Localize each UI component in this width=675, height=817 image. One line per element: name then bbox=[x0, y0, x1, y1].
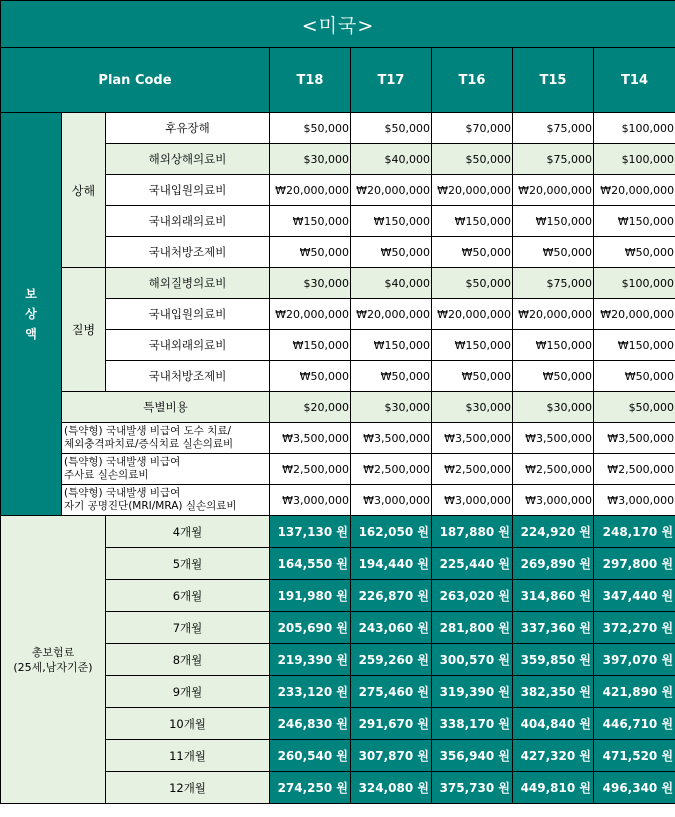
special-rider-label bbox=[62, 423, 270, 454]
premium-value: 243,060 원 bbox=[351, 612, 432, 644]
coverage-value: ₩150,000 bbox=[351, 206, 432, 237]
special-rider-line: 자기 공명진단(MRI/MRA) 실손의료비 bbox=[64, 500, 237, 512]
premium-side-line: (25세,남자기준) bbox=[13, 660, 93, 674]
premium-value: 471,520 원 bbox=[594, 740, 675, 772]
premium-value: 269,890 원 bbox=[513, 548, 594, 580]
premium-value: 137,130 원 bbox=[270, 516, 351, 548]
coverage-value: ₩50,000 bbox=[351, 361, 432, 392]
coverage-value: ₩150,000 bbox=[432, 330, 513, 361]
coverage-side-char: 상 bbox=[25, 307, 37, 321]
premium-value: 307,870 원 bbox=[351, 740, 432, 772]
coverage-value: ₩150,000 bbox=[270, 330, 351, 361]
premium-value: 219,390 원 bbox=[270, 644, 351, 676]
special-rider-line: 체외충격파치료/증식치료 실손의료비 bbox=[64, 438, 234, 450]
coverage-value: ₩2,500,000 bbox=[594, 454, 675, 485]
coverage-value: ₩50,000 bbox=[270, 237, 351, 268]
special-rider-row bbox=[1, 485, 675, 516]
coverage-value: $50,000 bbox=[351, 113, 432, 144]
special-rider-row bbox=[1, 423, 675, 454]
premium-value: 164,550 원 bbox=[270, 548, 351, 580]
coverage-value: ₩50,000 bbox=[513, 237, 594, 268]
coverage-value: ₩150,000 bbox=[513, 206, 594, 237]
coverage-value: ₩3,500,000 bbox=[432, 423, 513, 454]
coverage-item-label: 국내외래의료비 bbox=[106, 330, 270, 361]
coverage-value: ₩3,000,000 bbox=[594, 485, 675, 516]
coverage-value: ₩2,500,000 bbox=[432, 454, 513, 485]
coverage-value: ₩20,000,000 bbox=[513, 175, 594, 206]
premium-value: 226,870 원 bbox=[351, 580, 432, 612]
premium-value: 421,890 원 bbox=[594, 676, 675, 708]
coverage-value: ₩150,000 bbox=[594, 330, 675, 361]
special-rider-line: (특약형) 국내발생 비급여 bbox=[64, 456, 181, 468]
premium-value: 496,340 원 bbox=[594, 772, 675, 804]
coverage-value: ₩3,500,000 bbox=[270, 423, 351, 454]
premium-period-label: 10개월 bbox=[106, 708, 270, 740]
premium-value: 194,440 원 bbox=[351, 548, 432, 580]
premium-value: 404,840 원 bbox=[513, 708, 594, 740]
coverage-row bbox=[1, 113, 675, 144]
coverage-value: ₩50,000 bbox=[513, 361, 594, 392]
premium-value: 347,440 원 bbox=[594, 580, 675, 612]
premium-value: 246,830 원 bbox=[270, 708, 351, 740]
coverage-value: $30,000 bbox=[270, 268, 351, 299]
coverage-item-label: 국내입원의료비 bbox=[106, 175, 270, 206]
special-rider-label bbox=[62, 454, 270, 485]
coverage-value: ₩20,000,000 bbox=[270, 175, 351, 206]
premium-value: 375,730 원 bbox=[432, 772, 513, 804]
premium-value: 281,800 원 bbox=[432, 612, 513, 644]
plan-header-t14: T14 bbox=[594, 48, 675, 113]
coverage-value: ₩50,000 bbox=[594, 237, 675, 268]
special-rider-line: 주사료 실손의료비 bbox=[64, 469, 149, 481]
coverage-item-label: 국내입원의료비 bbox=[106, 299, 270, 330]
coverage-value: ₩3,500,000 bbox=[513, 423, 594, 454]
plan-header-t15: T15 bbox=[513, 48, 594, 113]
coverage-side-char: 액 bbox=[25, 327, 37, 341]
coverage-value: ₩150,000 bbox=[594, 206, 675, 237]
coverage-value: ₩2,500,000 bbox=[351, 454, 432, 485]
premium-side-label bbox=[1, 516, 106, 804]
coverage-value: $30,000 bbox=[513, 392, 594, 423]
premium-value: 297,800 원 bbox=[594, 548, 675, 580]
plan-header-t18: T18 bbox=[270, 48, 351, 113]
premium-period-label: 4개월 bbox=[106, 516, 270, 548]
coverage-value: ₩50,000 bbox=[432, 237, 513, 268]
coverage-value: ₩20,000,000 bbox=[432, 299, 513, 330]
premium-period-label: 5개월 bbox=[106, 548, 270, 580]
coverage-value: ₩150,000 bbox=[270, 206, 351, 237]
coverage-item-label: 국내처방조제비 bbox=[106, 237, 270, 268]
coverage-value: $100,000 bbox=[594, 268, 675, 299]
coverage-value: $40,000 bbox=[351, 144, 432, 175]
premium-period-label: 11개월 bbox=[106, 740, 270, 772]
premium-value: 314,860 원 bbox=[513, 580, 594, 612]
special-rider-row bbox=[1, 454, 675, 485]
coverage-value: $20,000 bbox=[270, 392, 351, 423]
coverage-value: ₩3,000,000 bbox=[513, 485, 594, 516]
coverage-value: ₩3,500,000 bbox=[594, 423, 675, 454]
coverage-value: ₩20,000,000 bbox=[513, 299, 594, 330]
coverage-value: $30,000 bbox=[351, 392, 432, 423]
premium-period-label: 8개월 bbox=[106, 644, 270, 676]
coverage-value: $100,000 bbox=[594, 113, 675, 144]
coverage-row bbox=[1, 268, 675, 299]
premium-value: 324,080 원 bbox=[351, 772, 432, 804]
coverage-value: $30,000 bbox=[270, 144, 351, 175]
premium-value: 187,880 원 bbox=[432, 516, 513, 548]
coverage-value: ₩3,000,000 bbox=[351, 485, 432, 516]
special-rider-line: (특약형) 국내발생 비급여 도수 치료/ bbox=[64, 425, 232, 437]
plan-header-t17: T17 bbox=[351, 48, 432, 113]
coverage-value: $70,000 bbox=[432, 113, 513, 144]
coverage-item-label: 국내처방조제비 bbox=[106, 361, 270, 392]
coverage-value: ₩150,000 bbox=[351, 330, 432, 361]
coverage-value: ₩3,000,000 bbox=[432, 485, 513, 516]
premium-value: 319,390 원 bbox=[432, 676, 513, 708]
premium-period-label: 9개월 bbox=[106, 676, 270, 708]
coverage-value: ₩50,000 bbox=[594, 361, 675, 392]
premium-value: 248,170 원 bbox=[594, 516, 675, 548]
coverage-item-label: 해외질병의료비 bbox=[106, 268, 270, 299]
coverage-side-label bbox=[1, 113, 62, 516]
premium-side-line: 총보험료 bbox=[31, 645, 75, 659]
coverage-value: ₩20,000,000 bbox=[351, 175, 432, 206]
coverage-value: ₩150,000 bbox=[432, 206, 513, 237]
premium-value: 224,920 원 bbox=[513, 516, 594, 548]
premium-value: 259,260 원 bbox=[351, 644, 432, 676]
coverage-value: ₩3,500,000 bbox=[351, 423, 432, 454]
coverage-value: $50,000 bbox=[432, 268, 513, 299]
coverage-value: $100,000 bbox=[594, 144, 675, 175]
table-title: <미국> bbox=[1, 1, 675, 48]
coverage-value: ₩50,000 bbox=[432, 361, 513, 392]
coverage-value: ₩2,500,000 bbox=[513, 454, 594, 485]
coverage-value: ₩20,000,000 bbox=[432, 175, 513, 206]
premium-row bbox=[1, 516, 675, 548]
premium-value: 275,460 원 bbox=[351, 676, 432, 708]
special-rider-label bbox=[62, 485, 270, 516]
premium-period-label: 6개월 bbox=[106, 580, 270, 612]
disease-group-label: 질병 bbox=[62, 268, 106, 392]
plan-header-t16: T16 bbox=[432, 48, 513, 113]
coverage-value: $75,000 bbox=[513, 144, 594, 175]
coverage-value: ₩50,000 bbox=[351, 237, 432, 268]
coverage-value: $50,000 bbox=[270, 113, 351, 144]
coverage-item-label: 해외상해의료비 bbox=[106, 144, 270, 175]
coverage-value: $40,000 bbox=[351, 268, 432, 299]
premium-value: 300,570 원 bbox=[432, 644, 513, 676]
coverage-value: $75,000 bbox=[513, 113, 594, 144]
coverage-value: ₩2,500,000 bbox=[270, 454, 351, 485]
premium-value: 382,350 원 bbox=[513, 676, 594, 708]
coverage-value: $75,000 bbox=[513, 268, 594, 299]
injury-group-label: 상해 bbox=[62, 113, 106, 268]
premium-value: 372,270 원 bbox=[594, 612, 675, 644]
coverage-item-label: 후유장해 bbox=[106, 113, 270, 144]
premium-value: 260,540 원 bbox=[270, 740, 351, 772]
premium-value: 449,810 원 bbox=[513, 772, 594, 804]
coverage-value: ₩3,000,000 bbox=[270, 485, 351, 516]
premium-value: 337,360 원 bbox=[513, 612, 594, 644]
premium-value: 397,070 원 bbox=[594, 644, 675, 676]
coverage-value: $50,000 bbox=[432, 144, 513, 175]
premium-value: 263,020 원 bbox=[432, 580, 513, 612]
premium-value: 225,440 원 bbox=[432, 548, 513, 580]
coverage-value: ₩20,000,000 bbox=[594, 175, 675, 206]
premium-value: 205,690 원 bbox=[270, 612, 351, 644]
premium-period-label: 7개월 bbox=[106, 612, 270, 644]
premium-value: 162,050 원 bbox=[351, 516, 432, 548]
special-rider-line: (특약형) 국내발생 비급여 bbox=[64, 487, 181, 499]
coverage-value: $30,000 bbox=[432, 392, 513, 423]
coverage-side-char: 보 bbox=[25, 287, 37, 301]
premium-period-label: 12개월 bbox=[106, 772, 270, 804]
plan-code-header: Plan Code bbox=[1, 48, 270, 113]
premium-value: 446,710 원 bbox=[594, 708, 675, 740]
coverage-value: ₩20,000,000 bbox=[594, 299, 675, 330]
coverage-value: ₩20,000,000 bbox=[351, 299, 432, 330]
special-cost-label: 특별비용 bbox=[62, 392, 270, 423]
premium-value: 291,670 원 bbox=[351, 708, 432, 740]
premium-value: 233,120 원 bbox=[270, 676, 351, 708]
coverage-value: ₩150,000 bbox=[513, 330, 594, 361]
premium-value: 191,980 원 bbox=[270, 580, 351, 612]
coverage-value: ₩20,000,000 bbox=[270, 299, 351, 330]
coverage-item-label: 국내외래의료비 bbox=[106, 206, 270, 237]
premium-value: 359,850 원 bbox=[513, 644, 594, 676]
special-cost-row bbox=[1, 392, 675, 423]
premium-value: 427,320 원 bbox=[513, 740, 594, 772]
coverage-value: $50,000 bbox=[594, 392, 675, 423]
coverage-value: ₩50,000 bbox=[270, 361, 351, 392]
premium-value: 274,250 원 bbox=[270, 772, 351, 804]
premium-value: 356,940 원 bbox=[432, 740, 513, 772]
premium-value: 338,170 원 bbox=[432, 708, 513, 740]
